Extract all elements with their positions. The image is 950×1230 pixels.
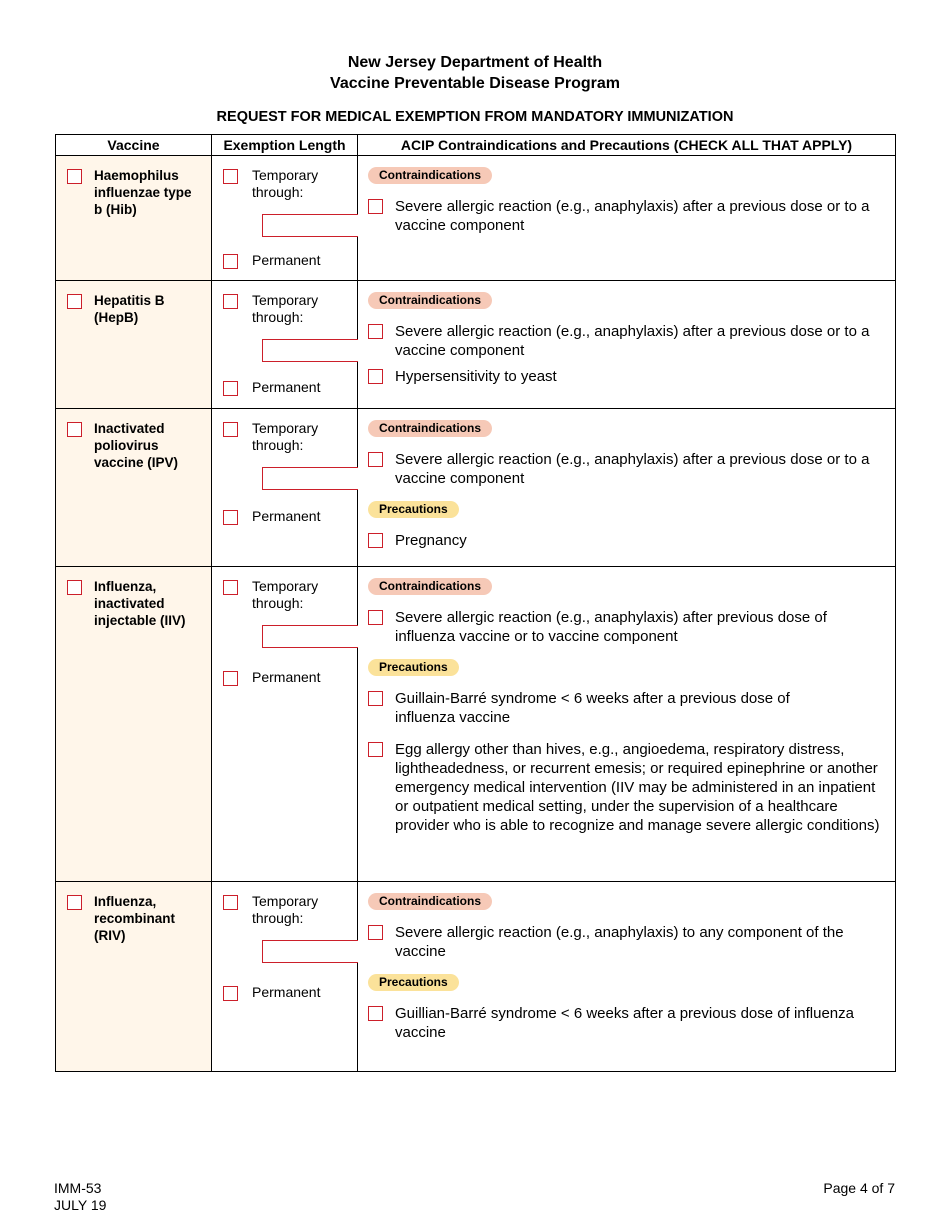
permanent-checkbox[interactable] (223, 254, 238, 269)
form-date: JULY 19 (54, 1197, 107, 1213)
temporary-checkbox[interactable] (223, 895, 238, 910)
table-row (56, 567, 896, 882)
condition-checkbox[interactable] (368, 369, 383, 384)
table-row (56, 281, 896, 409)
form-code-block (54, 1180, 106, 1214)
temporary-label: Temporary through: (252, 292, 319, 325)
page-number: Page 4 of 7 (823, 1180, 895, 1196)
vaccine-name: Influenza, recombinant (RIV) (94, 894, 176, 943)
temporary-label: Temporary through: (252, 578, 319, 611)
acip-cell (358, 281, 896, 409)
condition-checkbox[interactable] (368, 691, 383, 706)
temporary-label: Temporary through: (252, 167, 319, 200)
permanent-label: Permanent (252, 669, 321, 685)
permanent-label: Permanent (252, 252, 321, 268)
contraindications-tag: Contraindications (368, 292, 492, 309)
acip-cell (358, 882, 896, 1072)
permanent-checkbox[interactable] (223, 510, 238, 525)
vaccine-cell (56, 567, 212, 882)
header-acip: ACIP Contraindications and Precautions (CHECK ALL THAT APPLY) (358, 135, 896, 156)
temporary-checkbox[interactable] (223, 169, 238, 184)
condition-checkbox[interactable] (368, 324, 383, 339)
temporary-date-input[interactable] (262, 940, 360, 963)
vaccine-cell (56, 882, 212, 1072)
vaccine-cell (56, 156, 212, 281)
temporary-date-input[interactable] (262, 214, 360, 237)
temporary-date-input[interactable] (262, 467, 360, 490)
temporary-label: Temporary through: (252, 420, 319, 453)
exemption-cell (212, 882, 358, 1072)
vaccine-checkbox-iiv[interactable] (67, 580, 82, 595)
condition-text: Severe allergic reaction (e.g., anaphylaxis) after a previous dose or to a vaccine component (395, 451, 870, 487)
contraindications-tag: Contraindications (368, 167, 492, 184)
temporary-checkbox[interactable] (223, 422, 238, 437)
table-row (56, 882, 896, 1072)
vaccine-name: Influenza, inactivated injectable (IIV) (94, 579, 186, 628)
condition-checkbox[interactable] (368, 452, 383, 467)
vaccine-cell (56, 281, 212, 409)
temporary-date-input[interactable] (262, 625, 360, 648)
precautions-tag: Precautions (368, 501, 459, 518)
permanent-checkbox[interactable] (223, 381, 238, 396)
table-header-row (56, 135, 896, 156)
condition-text: Pregnancy (395, 532, 467, 549)
temporary-date-input[interactable] (262, 339, 360, 362)
form-title: REQUEST FOR MEDICAL EXEMPTION FROM MANDATORY IMMUNIZATION (216, 109, 734, 125)
condition-checkbox[interactable] (368, 610, 383, 625)
exemption-cell (212, 281, 358, 409)
condition-text: Hypersensitivity to yeast (395, 368, 557, 385)
condition-text: Severe allergic reaction (e.g., anaphylaxis) after a previous dose or to a vaccine component (395, 198, 870, 234)
exemption-cell (212, 409, 358, 567)
permanent-label: Permanent (252, 508, 321, 524)
condition-text: Guillian-Barré syndrome < 6 weeks after a previous dose of influenza vaccine (395, 1005, 854, 1041)
permanent-label: Permanent (252, 984, 321, 1000)
vaccine-name: Inactivated poliovirus vaccine (IPV) (94, 421, 179, 470)
table-row (56, 156, 896, 281)
permanent-checkbox[interactable] (223, 671, 238, 686)
document-header (0, 52, 950, 125)
permanent-checkbox[interactable] (223, 986, 238, 1001)
temporary-checkbox[interactable] (223, 294, 238, 309)
acip-cell (358, 156, 896, 281)
vaccine-checkbox-hib[interactable] (67, 169, 82, 184)
contraindications-tag: Contraindications (368, 420, 492, 437)
acip-cell (358, 409, 896, 567)
form-code: IMM-53 (54, 1180, 102, 1196)
vaccine-checkbox-hepb[interactable] (67, 294, 82, 309)
header-vaccine: Vaccine (56, 135, 212, 156)
vaccine-cell (56, 409, 212, 567)
program-name: Vaccine Preventable Disease Program (330, 75, 620, 92)
exemption-table (55, 134, 896, 1072)
vaccine-name: Hepatitis B (HepB) (94, 293, 165, 325)
condition-checkbox[interactable] (368, 533, 383, 548)
permanent-label: Permanent (252, 379, 321, 395)
condition-checkbox[interactable] (368, 925, 383, 940)
condition-checkbox[interactable] (368, 742, 383, 757)
temporary-checkbox[interactable] (223, 580, 238, 595)
contraindications-tag: Contraindications (368, 893, 492, 910)
department-name: New Jersey Department of Health (347, 54, 603, 71)
acip-cell (358, 567, 896, 882)
condition-text: Severe allergic reaction (e.g., anaphylaxis) after previous dose of influenza vaccine or to vaccine component (395, 609, 827, 645)
exemption-cell (212, 156, 358, 281)
condition-text: Severe allergic reaction (e.g., anaphylaxis) to any component of the vaccine (395, 924, 844, 960)
vaccine-name: Haemophilus influenzae type b (Hib) (94, 168, 192, 217)
exemption-cell (212, 567, 358, 882)
precautions-tag: Precautions (368, 974, 459, 991)
vaccine-checkbox-riv[interactable] (67, 895, 82, 910)
vaccine-checkbox-ipv[interactable] (67, 422, 82, 437)
condition-text: Egg allergy other than hives, e.g., angioedema, respiratory distress, lightheadedness, or recurrent emesis; or required epinephrine or another emergency medical intervention (IIV may be administered in an inpatient or outpatient medical setting, under the supervision of a healthcare provider who is able to recognize and manage severe allergic conditions) (395, 741, 880, 834)
precautions-tag: Precautions (368, 659, 459, 676)
condition-text: Severe allergic reaction (e.g., anaphylaxis) after a previous dose or to a vaccine component (395, 323, 870, 359)
temporary-label: Temporary through: (252, 893, 319, 926)
header-exemption-length: Exemption Length (212, 135, 358, 156)
contraindications-tag: Contraindications (368, 578, 492, 595)
condition-checkbox[interactable] (368, 1006, 383, 1021)
condition-checkbox[interactable] (368, 199, 383, 214)
table-row (56, 409, 896, 567)
condition-text: Guillain-Barré syndrome < 6 weeks after a previous dose of influenza vaccine (395, 690, 790, 726)
